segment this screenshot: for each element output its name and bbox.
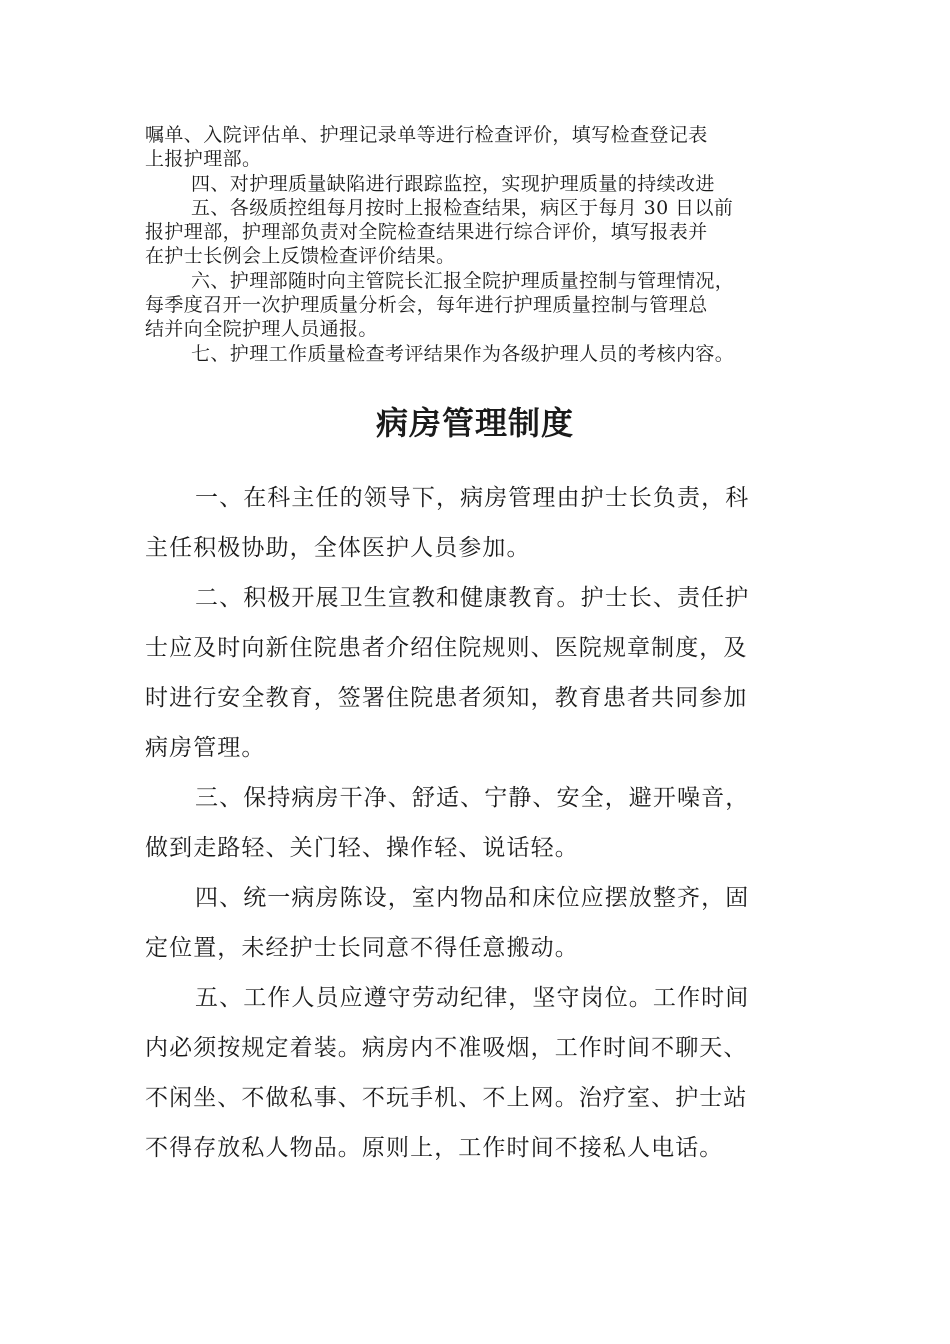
text-line: 七、护理工作质量检查考评结果作为各级护理人员的考核内容。 (191, 342, 735, 365)
text-line: 病房管理。 (145, 735, 266, 761)
text-line: 一、在科主任的领导下，病房管理由护士长负责，科 (195, 485, 750, 511)
text-line: 内必须按规定着装。病房内不准吸烟，工作时间不聊天、 (145, 1035, 748, 1061)
text-line: 每季度召开一次护理质量分析会，每年进行护理质量控制与管理总 (145, 294, 708, 317)
text-line: 不得存放私人物品。原则上，工作时间不接私人电话。 (145, 1135, 724, 1161)
ward-management-rules-text (145, 473, 805, 1173)
text-line: 报护理部，护理部负责对全院检查结果进行综合评价，填写报表并 (145, 221, 708, 244)
page-title: 病房管理制度 (375, 404, 574, 442)
text-line: 上报护理部。 (145, 148, 262, 171)
text-line: 五、工作人员应遵守劳动纪律，坚守岗位。工作时间 (195, 985, 750, 1011)
text-line: 五、各级质控组每月按时上报检查结果，病区于每月 30 日以前 (191, 196, 734, 219)
text-line: 二、积极开展卫生宣教和健康教育。护士长、责任护 (195, 585, 750, 611)
text-line: 四、对护理质量缺陷进行跟踪监控，实现护理质量的持续改进 (191, 172, 715, 195)
text-line: 在护士长例会上反馈检查评价结果。 (145, 245, 456, 268)
previous-section-text (145, 123, 810, 366)
text-line: 做到走路轻、关门轻、操作轻、说话轻。 (145, 835, 579, 861)
text-line: 定位置，未经护士长同意不得任意搬动。 (145, 935, 579, 961)
text-line: 六、护理部随时向主管院长汇报全院护理质量控制与管理情况， (191, 269, 735, 292)
text-line: 嘱单、入院评估单、护理记录单等进行检查评价，填写检查登记表 (145, 124, 708, 146)
text-line: 士应及时向新住院患者介绍住院规则、医院规章制度，及 (145, 635, 748, 661)
text-line: 三、保持病房干净、舒适、宁静、安全，避开噪音， (195, 785, 750, 811)
text-line: 时进行安全教育，签署住院患者须知，教育患者共同参加 (145, 685, 748, 711)
text-line: 四、统一病房陈设，室内物品和床位应摆放整齐，固 (195, 885, 750, 911)
text-line: 不闲坐、不做私事、不玩手机、不上网。治疗室、护士站 (145, 1085, 748, 1111)
text-line: 结并向全院护理人员通报。 (145, 318, 378, 341)
text-line: 主任积极协助，全体医护人员参加。 (145, 535, 531, 561)
